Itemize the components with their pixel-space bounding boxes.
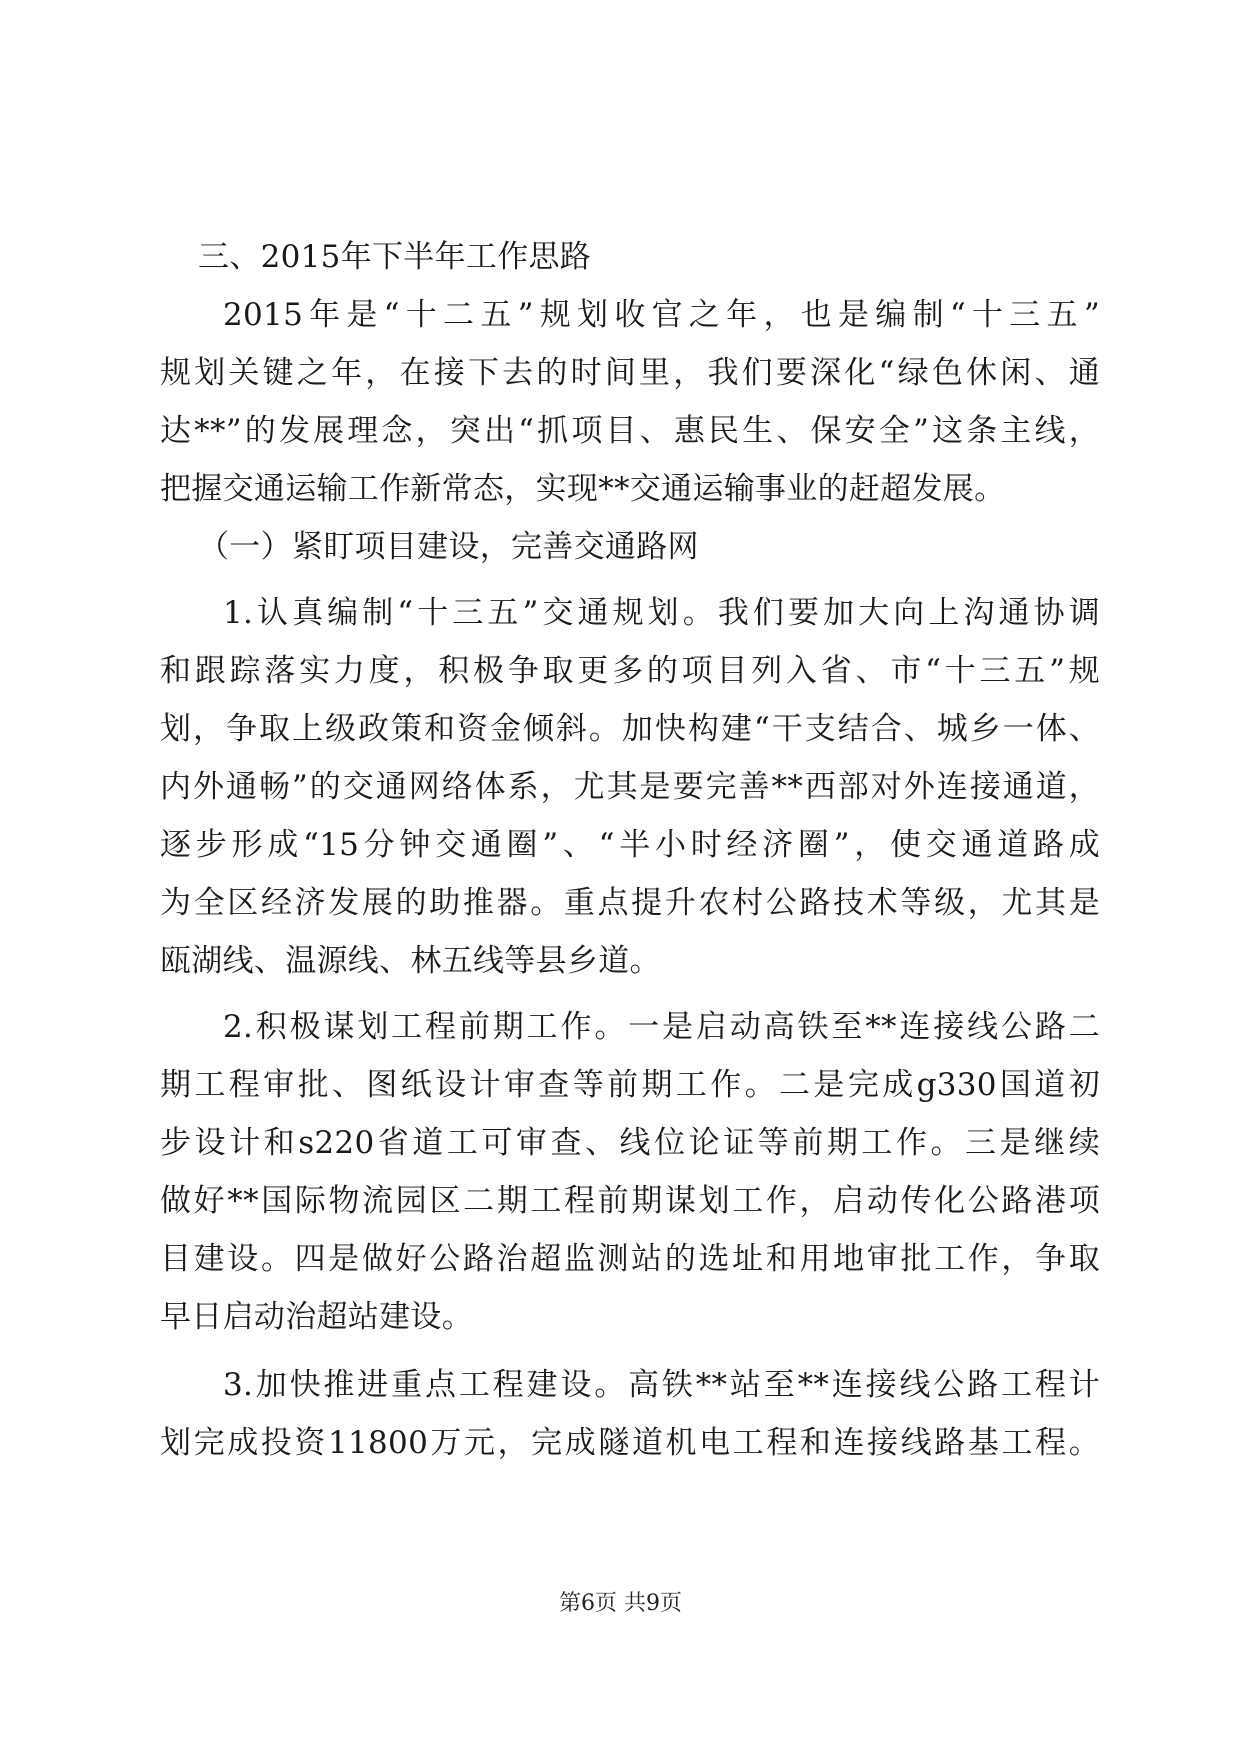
item-2-paragraph [160, 998, 1100, 1346]
paragraph-line: 和跟踪落实力度，积极争取更多的项目列入省、市“十三五”规 [160, 653, 1100, 689]
paragraph-line: 期工程审批、图纸设计审查等前期工作。二是完成g330国道初 [160, 1067, 1100, 1103]
intro-paragraph [160, 286, 1100, 518]
paragraph-line: 把握交通运输工作新常态，实现**交通运输事业的赶超发展。 [160, 471, 1006, 507]
paragraph-line: 为全区经济发展的助推器。重点提升农村公路技术等级，尤其是 [160, 885, 1100, 921]
paragraph-line: 做好**国际物流园区二期工程前期谋划工作，启动传化公路港项 [160, 1183, 1100, 1219]
paragraph-line: 步设计和s220省道工可审查、线位论证等前期工作。三是继续 [160, 1125, 1100, 1161]
subsection-heading: （一）紧盯项目建设，完善交通路网 [198, 529, 699, 565]
paragraph-line: 早日启动治超站建设。 [160, 1299, 473, 1335]
paragraph-line: 划完成投资11800万元，完成隧道机电工程和连接线路基工程。 [160, 1425, 1100, 1461]
item-1-paragraph [160, 584, 1100, 990]
document-body [160, 228, 1100, 1472]
paragraph-line: 逐步形成“15分钟交通圈”、“半小时经济圈”，使交通道路成 [160, 827, 1100, 863]
paragraph-line: 规划关键之年，在接下去的时间里，我们要深化“绿色休闲、通 [160, 355, 1100, 391]
paragraph-line: 达**”的发展理念，突出“抓项目、惠民生、保安全”这条主线， [160, 413, 1100, 449]
item-3-paragraph [160, 1356, 1100, 1472]
paragraph-line: 瓯湖线、温源线、林五线等县乡道。 [160, 943, 661, 979]
paragraph-line: 1.认真编制“十三五”交通规划。我们要加大向上沟通协调 [223, 595, 1100, 631]
paragraph-line: 目建设。四是做好公路治超监测站的选址和用地审批工作，争取 [160, 1241, 1100, 1277]
paragraph-line: 2.积极谋划工程前期工作。一是启动高铁至**连接线公路二 [223, 1009, 1100, 1045]
paragraph-line: 划，争取上级政策和资金倾斜。加快构建“干支结合、城乡一体、 [160, 711, 1100, 747]
paragraph-line: 2015年是“十二五”规划收官之年，也是编制“十三五” [223, 297, 1100, 333]
paragraph-line: 3.加快推进重点工程建设。高铁**站至**连接线公路工程计 [223, 1367, 1100, 1403]
section-heading: 三、2015年下半年工作思路 [198, 239, 592, 275]
paragraph-line: 内外通畅”的交通网络体系，尤其是要完善**西部对外连接通道， [160, 769, 1100, 805]
page-number-footer: 第6页 共9页 [559, 1591, 682, 1616]
